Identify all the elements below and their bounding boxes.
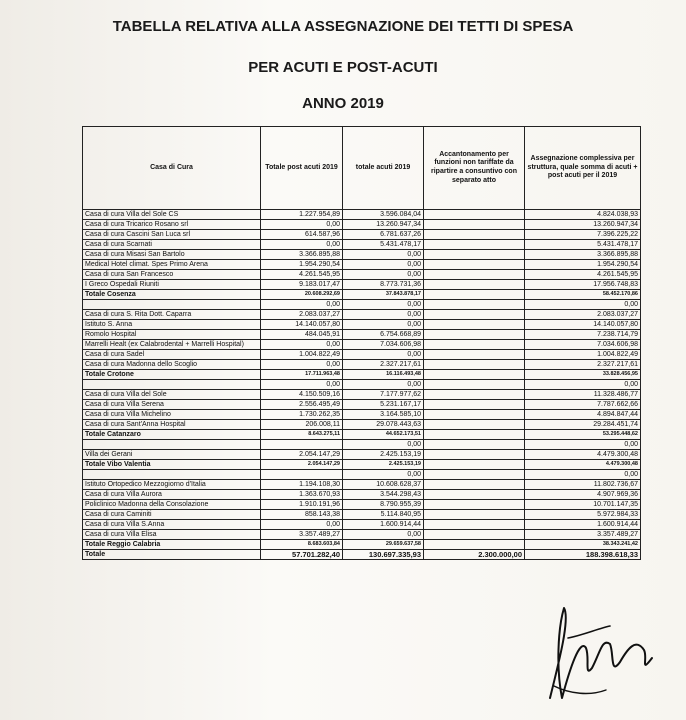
cell-post-acuti: 0,00 [261, 520, 343, 530]
cell-accantonamento [424, 420, 525, 430]
cell-name [83, 380, 261, 390]
cell-name: Casa di cura Sant'Anna Hospital [83, 420, 261, 430]
cell-assegnazione: 11.328.486,77 [525, 390, 641, 400]
subtotal-row [83, 430, 641, 440]
cell-accantonamento [424, 290, 525, 300]
cell-acuti: 0,00 [343, 530, 424, 540]
cell-acuti: 7.034.606,98 [343, 340, 424, 350]
cell-assegnazione: 3.357.489,27 [525, 530, 641, 540]
cell-post-acuti: 0,00 [261, 300, 343, 310]
cell-assegnazione: 7.396.225,22 [525, 230, 641, 240]
table-row [83, 300, 641, 310]
cell-acuti: 0,00 [343, 270, 424, 280]
cell-accantonamento [424, 480, 525, 490]
cell-name: Casa di cura Tricarico Rosano srl [83, 220, 261, 230]
table-row [83, 270, 641, 280]
cell-accantonamento [424, 530, 525, 540]
cell-accantonamento [424, 300, 525, 310]
cell-accantonamento [424, 230, 525, 240]
cell-post-acuti: 4.150.509,16 [261, 390, 343, 400]
cell-assegnazione: 7.787.662,66 [525, 400, 641, 410]
cell-acuti: 8.773.731,36 [343, 280, 424, 290]
header-acuti: totale acuti 2019 [343, 127, 424, 210]
table-row [83, 330, 641, 340]
cell-name: Policlinico Madonna della Consolazione [83, 500, 261, 510]
cell-post-acuti: 14.140.057,80 [261, 320, 343, 330]
cell-post-acuti: 3.357.489,27 [261, 530, 343, 540]
cell-acuti: 7.177.977,62 [343, 390, 424, 400]
header-assegnazione: Assegnazione complessiva per struttura, quale somma di acuti + post acuti per il 2019 [525, 127, 641, 210]
document-subtitle: PER ACUTI E POST-ACUTI [248, 59, 438, 76]
cell-post-acuti: 57.701.282,40 [261, 550, 343, 560]
cell-post-acuti: 484.045,91 [261, 330, 343, 340]
cell-post-acuti: 1.363.670,93 [261, 490, 343, 500]
cell-post-acuti: 9.183.017,47 [261, 280, 343, 290]
subtotal-row [83, 290, 641, 300]
cell-post-acuti: 1.954.290,54 [261, 260, 343, 270]
cell-name: Casa di cura Villa del Sole [83, 390, 261, 400]
cell-acuti: 10.608.628,37 [343, 480, 424, 490]
cell-post-acuti: 858.143,38 [261, 510, 343, 520]
cell-acuti: 2.327.217,61 [343, 360, 424, 370]
cell-assegnazione: 2.083.037,27 [525, 310, 641, 320]
cell-assegnazione: 188.398.618,33 [525, 550, 641, 560]
cell-assegnazione: 1.600.914,44 [525, 520, 641, 530]
cell-assegnazione: 7.034.606,98 [525, 340, 641, 350]
cell-post-acuti: 0,00 [261, 220, 343, 230]
subtotal-row [83, 370, 641, 380]
table-row [83, 230, 641, 240]
cell-assegnazione: 2.327.217,61 [525, 360, 641, 370]
cell-post-acuti: 20.608.292,69 [261, 290, 343, 300]
cell-assegnazione: 5.431.478,17 [525, 240, 641, 250]
cell-accantonamento [424, 410, 525, 420]
cell-assegnazione: 4.479.300,48 [525, 450, 641, 460]
cell-assegnazione: 0,00 [525, 470, 641, 480]
cell-acuti: 0,00 [343, 310, 424, 320]
cell-assegnazione: 5.972.984,33 [525, 510, 641, 520]
table-row [83, 490, 641, 500]
table-row [83, 510, 641, 520]
cell-name: Casa di cura Caminiti [83, 510, 261, 520]
cell-assegnazione: 17.956.748,83 [525, 280, 641, 290]
cell-post-acuti: 1.194.108,30 [261, 480, 343, 490]
cell-post-acuti: 0,00 [261, 360, 343, 370]
cell-accantonamento [424, 320, 525, 330]
cell-acuti: 5.231.167,17 [343, 400, 424, 410]
cell-acuti: 5.114.840,95 [343, 510, 424, 520]
cell-name: Casa di cura S. Rita Dott. Caparra [83, 310, 261, 320]
cell-post-acuti [261, 440, 343, 450]
table-row [83, 220, 641, 230]
cell-name: Totale Reggio Calabria [83, 540, 261, 550]
cell-name: Casa di cura Villa del Sole CS [83, 210, 261, 220]
cell-post-acuti: 1.227.954,89 [261, 210, 343, 220]
cell-post-acuti: 2.054.147,29 [261, 450, 343, 460]
cell-acuti: 2.425.153,19 [343, 460, 424, 470]
cell-accantonamento [424, 450, 525, 460]
cell-name: Totale Vibo Valentia [83, 460, 261, 470]
cell-acuti: 0,00 [343, 300, 424, 310]
cell-post-acuti [261, 470, 343, 480]
cell-name: Medical Hotel climat. Spes Primo Arena [83, 260, 261, 270]
table-body [83, 210, 641, 560]
table-row [83, 340, 641, 350]
cell-name: Casa di cura Misasi San Bartolo [83, 250, 261, 260]
cell-acuti: 130.697.335,93 [343, 550, 424, 560]
cell-assegnazione: 0,00 [525, 380, 641, 390]
cell-acuti: 0,00 [343, 260, 424, 270]
cell-accantonamento [424, 510, 525, 520]
cell-assegnazione: 1.004.822,49 [525, 350, 641, 360]
cell-assegnazione: 38.343.241,42 [525, 540, 641, 550]
cell-accantonamento [424, 250, 525, 260]
cell-acuti: 6.781.637,26 [343, 230, 424, 240]
cell-post-acuti: 2.083.037,27 [261, 310, 343, 320]
cell-acuti: 13.260.947,34 [343, 220, 424, 230]
cell-name: Totale Crotone [83, 370, 261, 380]
cell-assegnazione: 4.894.847,44 [525, 410, 641, 420]
handwritten-signature [540, 598, 660, 708]
cell-accantonamento [424, 210, 525, 220]
table-row [83, 420, 641, 430]
subtotal-row [83, 460, 641, 470]
table-row [83, 470, 641, 480]
cell-assegnazione: 14.140.057,80 [525, 320, 641, 330]
cell-accantonamento [424, 400, 525, 410]
table-row [83, 440, 641, 450]
cell-acuti: 0,00 [343, 320, 424, 330]
cell-accantonamento [424, 360, 525, 370]
cell-name: Totale [83, 550, 261, 560]
cell-name: Totale Cosenza [83, 290, 261, 300]
cell-acuti: 8.790.955,39 [343, 500, 424, 510]
cell-name: Romolo Hospital [83, 330, 261, 340]
table-row [83, 260, 641, 270]
cell-assegnazione: 11.802.736,67 [525, 480, 641, 490]
cell-acuti: 0,00 [343, 350, 424, 360]
cell-post-acuti: 1.004.822,49 [261, 350, 343, 360]
document-title: TABELLA RELATIVA ALLA ASSEGNAZIONE DEI TETTI DI SPESA [112, 18, 574, 35]
cell-accantonamento [424, 260, 525, 270]
cell-name [83, 470, 261, 480]
cell-accantonamento [424, 220, 525, 230]
cell-name: Casa di cura Sadel [83, 350, 261, 360]
subtotal-row [83, 540, 641, 550]
cell-acuti: 44.652.173,51 [343, 430, 424, 440]
cell-accantonamento [424, 440, 525, 450]
table-row [83, 350, 641, 360]
cell-assegnazione: 0,00 [525, 300, 641, 310]
cell-accantonamento [424, 470, 525, 480]
table-header-row [83, 127, 641, 210]
cell-acuti: 2.425.153,19 [343, 450, 424, 460]
cell-accantonamento [424, 270, 525, 280]
cell-name: Istituto Ortopedico Mezzogiorno d'Italia [83, 480, 261, 490]
table-row [83, 250, 641, 260]
cell-assegnazione: 4.479.300,48 [525, 460, 641, 470]
cell-name: Casa di cura Villa Elisa [83, 530, 261, 540]
header-post-acuti: Totale post acuti 2019 [261, 127, 343, 210]
cell-post-acuti: 2.556.495,49 [261, 400, 343, 410]
cell-accantonamento [424, 520, 525, 530]
cell-post-acuti: 8.683.603,84 [261, 540, 343, 550]
document-year: ANNO 2019 [302, 95, 384, 112]
cell-post-acuti: 3.366.895,88 [261, 250, 343, 260]
cell-name: Marrelli Healt (ex Calabrodental + Marrelli Hospital) [83, 340, 261, 350]
table-row [83, 320, 641, 330]
cell-acuti: 16.116.493,48 [343, 370, 424, 380]
cell-post-acuti: 206.008,11 [261, 420, 343, 430]
cell-accantonamento [424, 500, 525, 510]
cell-accantonamento [424, 540, 525, 550]
cell-name: I Greco Ospedali Riuniti [83, 280, 261, 290]
cell-post-acuti: 2.054.147,29 [261, 460, 343, 470]
cell-post-acuti: 0,00 [261, 380, 343, 390]
cell-assegnazione: 7.238.714,79 [525, 330, 641, 340]
cell-name: Casa di cura Villa Serena [83, 400, 261, 410]
cell-accantonamento [424, 330, 525, 340]
cell-acuti: 5.431.478,17 [343, 240, 424, 250]
cell-name: Casa di cura Scarnati [83, 240, 261, 250]
cell-assegnazione: 3.366.895,88 [525, 250, 641, 260]
table-row [83, 520, 641, 530]
cell-acuti: 3.544.298,43 [343, 490, 424, 500]
cell-acuti: 3.164.585,10 [343, 410, 424, 420]
cell-assegnazione: 1.954.290,54 [525, 260, 641, 270]
cell-name [83, 440, 261, 450]
cell-assegnazione: 58.452.170,86 [525, 290, 641, 300]
cell-name: Casa di cura Madonna dello Scoglio [83, 360, 261, 370]
cell-assegnazione: 29.284.451,74 [525, 420, 641, 430]
cell-accantonamento [424, 340, 525, 350]
table-row [83, 530, 641, 540]
cell-accantonamento [424, 370, 525, 380]
cell-acuti: 29.659.637,58 [343, 540, 424, 550]
table-row [83, 310, 641, 320]
cell-acuti: 0,00 [343, 380, 424, 390]
cell-name: Casa di cura San Francesco [83, 270, 261, 280]
cell-accantonamento [424, 240, 525, 250]
cell-name: Villa dei Gerani [83, 450, 261, 460]
cell-post-acuti: 4.261.545,95 [261, 270, 343, 280]
cell-accantonamento: 2.300.000,00 [424, 550, 525, 560]
cell-assegnazione: 0,00 [525, 440, 641, 450]
cell-name: Totale Catanzaro [83, 430, 261, 440]
cell-name: Casa di cura Villa S.Anna [83, 520, 261, 530]
cell-acuti: 0,00 [343, 250, 424, 260]
cell-assegnazione: 4.824.038,93 [525, 210, 641, 220]
cell-accantonamento [424, 350, 525, 360]
cell-assegnazione: 53.295.448,62 [525, 430, 641, 440]
cell-accantonamento [424, 430, 525, 440]
table-row [83, 380, 641, 390]
cell-post-acuti: 1.730.262,35 [261, 410, 343, 420]
cell-accantonamento [424, 490, 525, 500]
table-row [83, 390, 641, 400]
table-row [83, 500, 641, 510]
cell-assegnazione: 10.701.147,35 [525, 500, 641, 510]
cell-name: Istituto S. Anna [83, 320, 261, 330]
cell-post-acuti: 0,00 [261, 340, 343, 350]
cell-acuti: 37.843.878,17 [343, 290, 424, 300]
cell-name: Casa di cura Villa Michelino [83, 410, 261, 420]
cell-name: Casa di cura Cascini San Luca srl [83, 230, 261, 240]
cell-assegnazione: 4.907.969,36 [525, 490, 641, 500]
cell-accantonamento [424, 390, 525, 400]
cell-assegnazione: 33.828.456,95 [525, 370, 641, 380]
table-row [83, 240, 641, 250]
cell-accantonamento [424, 310, 525, 320]
cell-post-acuti: 1.910.191,96 [261, 500, 343, 510]
cell-acuti: 0,00 [343, 440, 424, 450]
cell-acuti: 1.600.914,44 [343, 520, 424, 530]
cell-name [83, 300, 261, 310]
cell-acuti: 0,00 [343, 470, 424, 480]
cell-assegnazione: 4.261.545,95 [525, 270, 641, 280]
table-row [83, 410, 641, 420]
cell-post-acuti: 0,00 [261, 240, 343, 250]
table-row [83, 450, 641, 460]
cell-assegnazione: 13.260.947,34 [525, 220, 641, 230]
cell-accantonamento [424, 460, 525, 470]
cell-acuti: 29.078.443,63 [343, 420, 424, 430]
cell-post-acuti: 17.711.963,48 [261, 370, 343, 380]
table-row [83, 400, 641, 410]
cell-acuti: 6.754.668,89 [343, 330, 424, 340]
header-casa-di-cura: Casa di Cura [83, 127, 261, 210]
cell-accantonamento [424, 280, 525, 290]
cell-acuti: 3.596.084,04 [343, 210, 424, 220]
table-row [83, 280, 641, 290]
table-row [83, 210, 641, 220]
cell-post-acuti: 8.643.275,11 [261, 430, 343, 440]
grand-total-row [83, 550, 641, 560]
header-accantonamento: Accantonamento per funzioni non tariffate da ripartire a consuntivo con separato atto [424, 127, 525, 210]
cell-name: Casa di cura Villa Aurora [83, 490, 261, 500]
table-row [83, 360, 641, 370]
table-row [83, 480, 641, 490]
spending-caps-table [82, 126, 641, 560]
cell-accantonamento [424, 380, 525, 390]
cell-post-acuti: 614.587,96 [261, 230, 343, 240]
